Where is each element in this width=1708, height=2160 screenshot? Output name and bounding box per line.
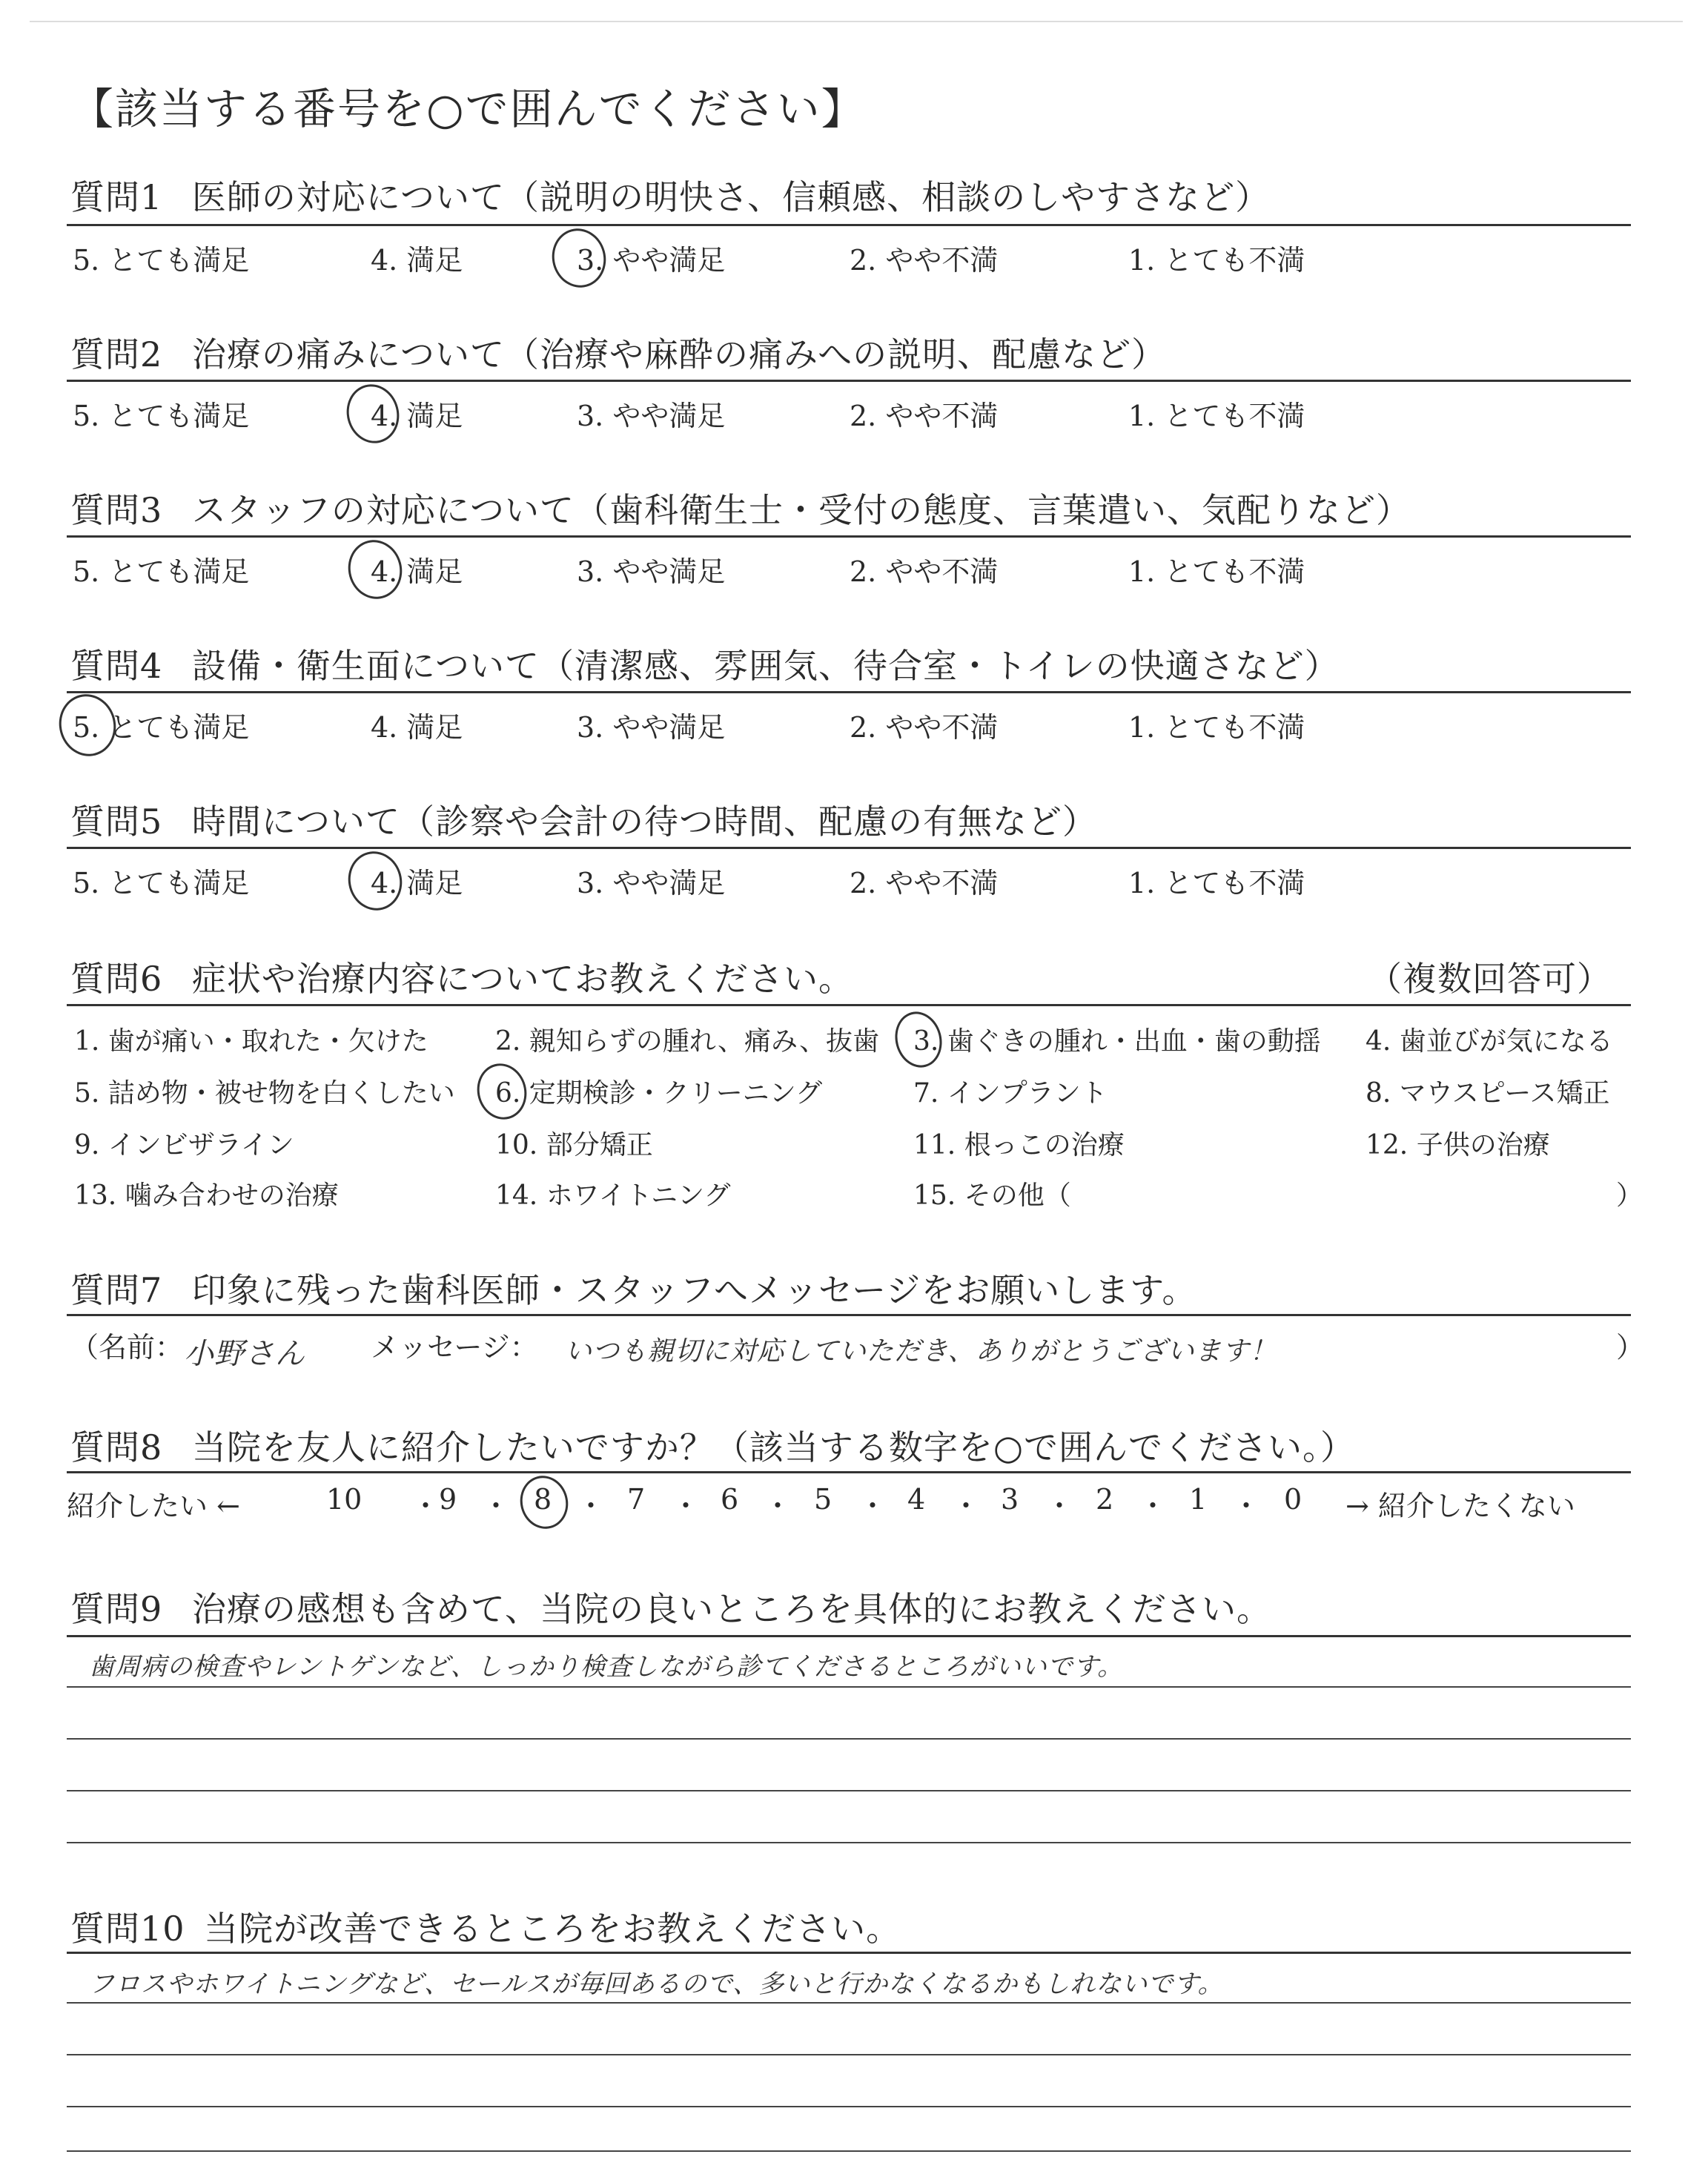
- q8-scale-2[interactable]: 2: [1096, 1483, 1114, 1516]
- q8-dot: ・: [411, 1490, 440, 1522]
- q2-text: 治療の痛みについて（治療や麻酔の痛みへの説明、配慮など）: [191, 334, 1167, 374]
- q8-label: 質問8: [70, 1427, 163, 1467]
- q4-rule: [67, 691, 1631, 693]
- q8-scale-4[interactable]: 4: [907, 1483, 926, 1516]
- q9-answer-line: [67, 1738, 1631, 1740]
- q5-text: 時間について（診察や会計の待つ時間、配慮の有無など）: [191, 802, 1097, 842]
- q6-selected-circle-6: [471, 1058, 532, 1125]
- q1-rule: [67, 224, 1631, 226]
- q5-option-1[interactable]: 1. とても不満: [1128, 867, 1305, 899]
- q8-scale-10[interactable]: 10: [326, 1483, 363, 1516]
- q5-heading: [70, 795, 1097, 844]
- q6-option-5[interactable]: 5. 詰め物・被せ物を白くしたい: [74, 1078, 455, 1109]
- q5-option-3[interactable]: 3. やや満足: [577, 867, 726, 899]
- q9-text: 治療の感想も含めて、当院の良いところを具体的にお教えください。: [191, 1589, 1271, 1629]
- q5-label: 質問5: [70, 802, 163, 842]
- q2-option-1[interactable]: 1. とても不満: [1128, 400, 1305, 432]
- q7-label: 質問7: [70, 1270, 163, 1310]
- q6-option-11[interactable]: 11. 根っこの治療: [913, 1130, 1125, 1160]
- q3-text: スタッフの対応について（歯科衛生士・受付の態度、言葉遣い、気配りなど）: [191, 490, 1411, 530]
- q4-heading: [70, 639, 1340, 688]
- q10-answer-line: [67, 2150, 1631, 2152]
- q8-dot: ・: [672, 1490, 701, 1522]
- q8-text: 当院を友人に紹介したいですか？（該当する数字を○で囲んでください。）: [191, 1427, 1356, 1467]
- q6-option-7[interactable]: 7. インプラント: [913, 1078, 1108, 1109]
- q6-label: 質問6: [70, 959, 163, 999]
- q4-option-5[interactable]: 5. とても満足: [73, 711, 250, 744]
- q6-option-8[interactable]: 8. マウスピース矯正: [1366, 1078, 1610, 1109]
- q2-option-2[interactable]: 2. やや不満: [850, 400, 999, 432]
- q10-heading: [70, 1902, 901, 1951]
- page-top-border: [30, 21, 1683, 22]
- q8-scale-6[interactable]: 6: [721, 1483, 739, 1516]
- q6-option-3[interactable]: 3. 歯ぐきの腫れ・出血・歯の動揺: [913, 1026, 1321, 1057]
- q4-selected-circle: [52, 688, 122, 763]
- q8-selected-circle: [514, 1470, 574, 1534]
- q2-label: 質問2: [70, 334, 163, 374]
- q8-scale-5[interactable]: 5: [814, 1483, 833, 1516]
- q1-option-1[interactable]: 1. とても不満: [1128, 244, 1305, 277]
- q10-rule: [67, 1952, 1631, 1954]
- q3-option-4[interactable]: 4. 満足: [371, 555, 463, 588]
- q10-answer[interactable]: フロスやホワイトニングなど、セールスが毎回あるので、多いと行かなくなるかもしれないです。: [89, 1969, 1224, 1999]
- q6-option-15[interactable]: 15. その他（: [913, 1180, 1071, 1211]
- q6-selected-circle-3: [889, 1006, 948, 1072]
- q7-text: 印象に残った歯科医師・スタッフへメッセージをお願いします。: [191, 1270, 1197, 1310]
- q6-option-1[interactable]: 1. 歯が痛い・取れた・欠けた: [74, 1026, 428, 1057]
- q3-rule: [67, 535, 1631, 538]
- q10-text: 当院が改善できるところをお教えください。: [204, 1909, 901, 1949]
- q1-text: 医師の対応について（説明の明快さ、信頼感、相談のしやすさなど）: [191, 177, 1271, 217]
- q9-label: 質問9: [70, 1589, 163, 1629]
- q7-message-value[interactable]: いつも親切に対応していただき、ありがとうございます！: [565, 1336, 1277, 1367]
- q6-option-4[interactable]: 4. 歯並びが気になる: [1366, 1026, 1613, 1057]
- q8-dot: ・: [577, 1490, 606, 1522]
- q2-heading: [70, 328, 1166, 377]
- q6-option-6[interactable]: 6. 定期検診・クリーニング: [495, 1078, 823, 1109]
- q10-answer-line: [67, 2106, 1631, 2107]
- q3-option-5[interactable]: 5. とても満足: [73, 555, 250, 588]
- q2-selected-circle: [340, 378, 406, 449]
- q6-option-12[interactable]: 12. 子供の治療: [1366, 1130, 1550, 1160]
- q9-answer-line: [67, 1686, 1631, 1688]
- q8-scale-8[interactable]: 8: [534, 1483, 552, 1516]
- q6-note: （複数回答可）: [1368, 959, 1612, 999]
- q8-rule: [67, 1471, 1631, 1473]
- q4-option-2[interactable]: 2. やや不満: [850, 711, 999, 744]
- q8-scale-0[interactable]: 0: [1284, 1483, 1302, 1516]
- q5-selected-circle: [342, 845, 408, 916]
- q7-heading: [70, 1264, 1197, 1312]
- q6-heading: [70, 952, 853, 1001]
- q8-dot: ・: [858, 1490, 887, 1522]
- q3-selected-circle: [342, 534, 408, 605]
- q10-answer-line: [67, 2002, 1631, 2004]
- q7-name-value[interactable]: 小野さん: [184, 1337, 305, 1371]
- q6-text: 症状や治療内容についてお教えください。: [191, 959, 853, 999]
- q8-scale-9[interactable]: 9: [439, 1483, 457, 1516]
- q8-scale-1[interactable]: 1: [1189, 1483, 1208, 1516]
- q4-option-3[interactable]: 3. やや満足: [577, 711, 726, 744]
- q8-heading: [70, 1421, 1355, 1470]
- q6-option-9[interactable]: 9. インビザライン: [74, 1130, 294, 1160]
- q8-dot: ・: [952, 1490, 981, 1522]
- q6-option-14[interactable]: 14. ホワイトニング: [495, 1180, 731, 1211]
- q3-option-3[interactable]: 3. やや満足: [577, 555, 726, 588]
- q8-dot: ・: [1232, 1490, 1261, 1522]
- q4-option-4[interactable]: 4. 満足: [371, 711, 463, 744]
- q5-option-4[interactable]: 4. 満足: [371, 867, 463, 899]
- q8-scale-3[interactable]: 3: [1001, 1483, 1019, 1516]
- form-title: 【該当する番号を○で囲んでください】: [70, 84, 866, 134]
- q7-close-paren: ）: [1616, 1331, 1645, 1364]
- q8-dot: ・: [482, 1490, 511, 1522]
- q2-option-3[interactable]: 3. やや満足: [577, 400, 726, 432]
- q7-message-label: メッセージ：: [371, 1331, 538, 1364]
- q3-label: 質問3: [70, 490, 163, 530]
- q1-option-5[interactable]: 5. とても満足: [73, 244, 250, 277]
- q1-option-3[interactable]: 3. やや満足: [577, 244, 726, 277]
- q5-rule: [67, 847, 1631, 849]
- q1-label: 質問1: [70, 177, 163, 217]
- q3-option-2[interactable]: 2. やや不満: [850, 555, 999, 588]
- q6-option-2[interactable]: 2. 親知らずの腫れ、痛み、抜歯: [495, 1026, 880, 1057]
- q4-label: 質問4: [70, 646, 163, 686]
- q4-option-1[interactable]: 1. とても不満: [1128, 711, 1305, 744]
- q6-rule: [67, 1004, 1631, 1006]
- q2-option-5[interactable]: 5. とても満足: [73, 400, 250, 432]
- q1-heading: [70, 171, 1270, 219]
- q9-answer[interactable]: 歯周病の検査やレントゲンなど、しっかり検査しながら診てくださるところがいいです。: [89, 1652, 1124, 1682]
- q7-rule: [67, 1314, 1631, 1316]
- q8-scale-7[interactable]: 7: [627, 1483, 646, 1516]
- q8-left-label: 紹介したい ←: [67, 1490, 240, 1522]
- q9-answer-line: [67, 1842, 1631, 1843]
- q8-dot: ・: [1139, 1490, 1168, 1522]
- q6-option-10[interactable]: 10. 部分矯正: [495, 1130, 653, 1160]
- q2-option-4[interactable]: 4. 満足: [371, 400, 463, 432]
- q10-answer-line: [67, 2054, 1631, 2055]
- q2-rule: [67, 380, 1631, 382]
- q9-rule: [67, 1635, 1631, 1637]
- q6-other-close: ）: [1616, 1180, 1644, 1211]
- q1-option-2[interactable]: 2. やや不満: [850, 244, 999, 277]
- q1-option-4[interactable]: 4. 満足: [371, 244, 463, 277]
- q6-option-13[interactable]: 13. 噛み合わせの治療: [74, 1180, 339, 1211]
- q3-option-1[interactable]: 1. とても不満: [1128, 555, 1305, 588]
- q8-right-label: → 紹介したくない: [1345, 1490, 1575, 1522]
- q3-heading: [70, 483, 1411, 532]
- q8-dot: ・: [764, 1490, 792, 1522]
- q1-selected-circle: [546, 222, 612, 294]
- q8-dot: ・: [1045, 1490, 1074, 1522]
- q4-text: 設備・衛生面について（清潔感、雰囲気、待合室・トイレの快適さなど）: [191, 646, 1340, 686]
- q9-heading: [70, 1582, 1271, 1631]
- q10-label: 質問10: [70, 1909, 185, 1949]
- q7-name-label: （名前：: [70, 1331, 184, 1364]
- q5-option-5[interactable]: 5. とても満足: [73, 867, 250, 899]
- q9-answer-line: [67, 1790, 1631, 1791]
- q5-option-2[interactable]: 2. やや不満: [850, 867, 999, 899]
